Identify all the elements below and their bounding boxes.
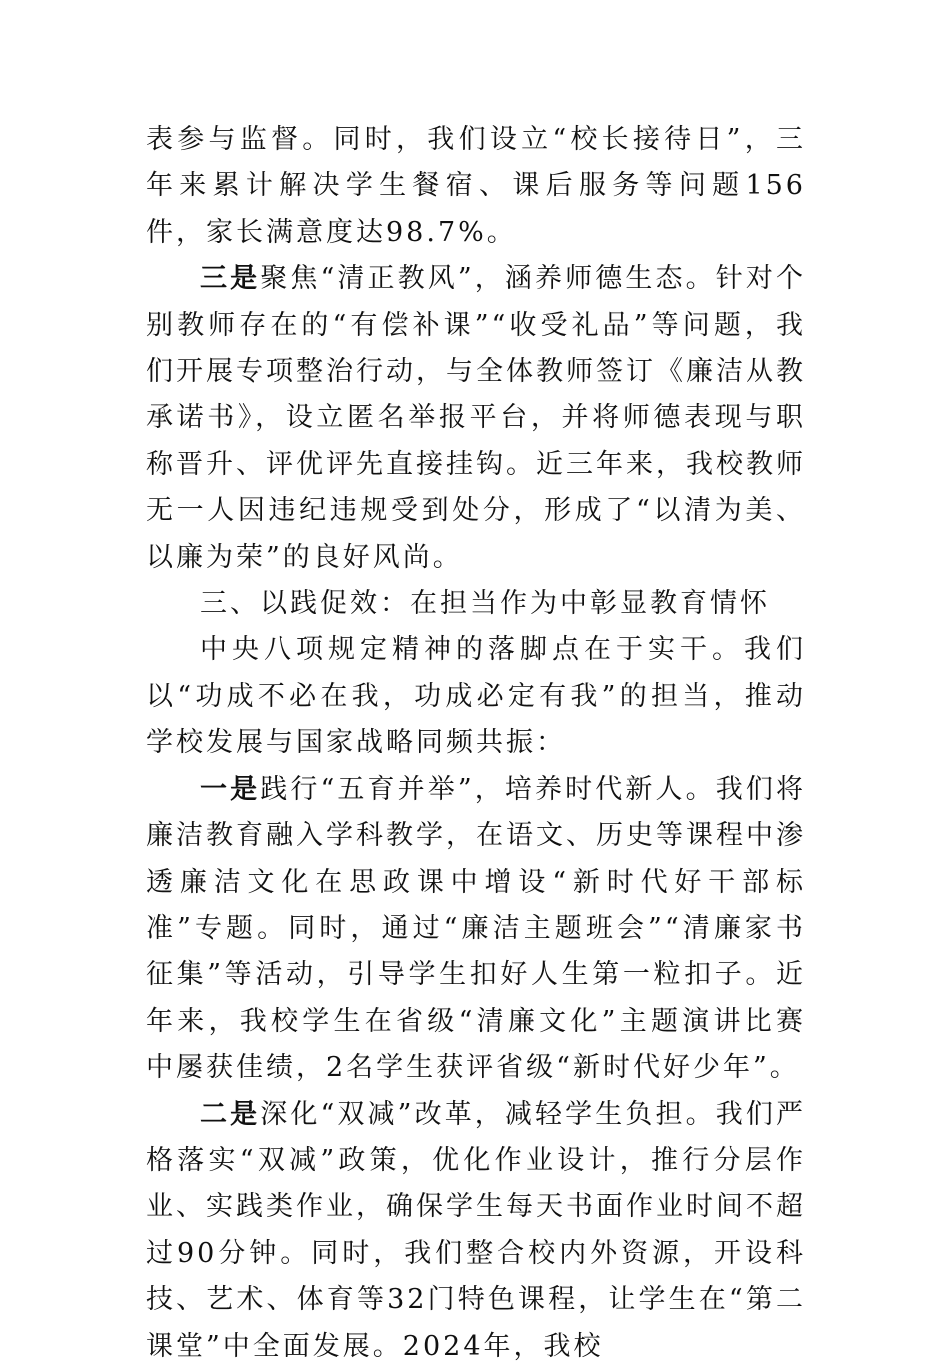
paragraph-text: 践行“五育并举”，培养时代新人。我们将廉洁教育融入学科教学，在语文、历史等课程中渗透廉洁文化在思政课中增设“新时代好干部标准”专题。同时，通过“廉洁主题班会”“清廉家书征集”等活动，引导学生扣好人生第一粒扣子。近年来，我校学生在省级“清廉文化”主题演讲比赛中屡获佳绩，2名学生获评省级“新时代好少年”。 bbox=[146, 773, 807, 1084]
paragraph-text: 深化“双减”改革，减轻学生负担。我们严格落实“双减”政策，优化作业设计，推行分层作业、实践类作业，确保学生每天书面作业时间不超过90分钟。同时，我们整合校内外资源，开设科技、艺术、体育等32门特色课程，让学生在“第二课堂”中全面发展。2024年，我校 bbox=[146, 1098, 807, 1362]
section-heading bbox=[146, 581, 806, 627]
paragraph-continuation bbox=[146, 117, 806, 256]
section-heading-text: 三、以践促效：在担当作为中彰显教育情怀 bbox=[200, 588, 770, 620]
paragraph-point-two bbox=[146, 1092, 806, 1370]
paragraph-lead: 一是 bbox=[200, 773, 261, 805]
paragraph-text: 表参与监督。同时，我们设立“校长接待日”，三年来累计解决学生餐宿、课后服务等问题156件，家长满意度达98.7%。 bbox=[146, 124, 806, 248]
paragraph-lead: 二是 bbox=[200, 1098, 261, 1130]
paragraph-lead: 三是 bbox=[200, 263, 261, 295]
document-body bbox=[146, 117, 806, 1370]
paragraph-intro bbox=[146, 627, 806, 766]
paragraph-point-one bbox=[146, 767, 806, 1092]
paragraph-text: 中央八项规定精神的落脚点在于实干。我们以“功成不必在我，功成必定有我”的担当，推动学校发展与国家战略同频共振： bbox=[146, 634, 806, 759]
paragraph-point-three bbox=[146, 256, 806, 581]
paragraph-text: 聚焦“清正教风”，涵养师德生态。针对个别教师存在的“有偿补课”“收受礼品”等问题，我们开展专项整治行动，与全体教师签订《廉洁从教承诺书》，设立匿名举报平台，并将师德表现与职称晋升、评优评先直接挂钩。近三年来，我校教师无一人因违纪违规受到处分，形成了“以清为美、以廉为荣”的良好风尚。 bbox=[146, 263, 807, 573]
